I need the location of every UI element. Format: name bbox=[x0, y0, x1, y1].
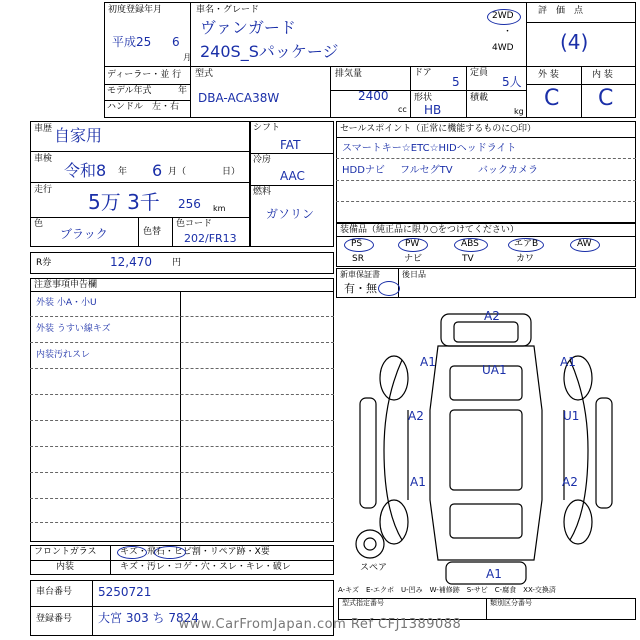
color: ブラック bbox=[60, 227, 108, 241]
fuel: ガソリン bbox=[266, 207, 315, 221]
recycle-value: 12,470 bbox=[110, 255, 152, 269]
handle-label: ハンドル 左・右 bbox=[107, 102, 180, 112]
score-value: (4) bbox=[560, 30, 589, 54]
dmg-front: A2 bbox=[484, 309, 500, 323]
dmg-roof: UA1 bbox=[482, 363, 507, 377]
door-label: ドア bbox=[414, 68, 432, 78]
note-line-3: 内装汚れスレ bbox=[36, 350, 91, 360]
glass-chip-circle bbox=[154, 546, 186, 559]
car-name-label: 車名・グレード bbox=[196, 5, 260, 15]
sales-title: セールスポイント（正常に機能するものに○印） bbox=[340, 124, 537, 134]
kg-unit: kg bbox=[514, 107, 524, 116]
glass-scratch-circle bbox=[117, 546, 147, 559]
usage-label: 車歴 bbox=[34, 124, 53, 134]
color-label: 色 bbox=[34, 219, 44, 229]
first-reg-era: 平成25 bbox=[112, 35, 152, 49]
dmg-right-front: A1 bbox=[560, 355, 576, 369]
colorcode-label: 色コード bbox=[176, 219, 213, 229]
paint-label: 色替 bbox=[143, 227, 162, 237]
inspection-year: 令和8 bbox=[64, 161, 107, 180]
chassis-number: 5250721 bbox=[98, 585, 152, 599]
equip-sr: SR bbox=[352, 254, 364, 264]
mileage-sub: 256 bbox=[178, 197, 201, 211]
warranty-value: 有・無 bbox=[344, 282, 377, 295]
model-year-label: モデル年式 bbox=[107, 86, 152, 96]
equip-airbag: エアB bbox=[514, 239, 539, 249]
exterior-label: 外 装 bbox=[538, 70, 559, 80]
mileage-main: 5万 3千 bbox=[88, 190, 160, 214]
model-year-unit: 年 bbox=[178, 86, 188, 96]
equip-ps: PS bbox=[351, 239, 363, 249]
shape: HB bbox=[424, 103, 442, 117]
mileage-label: 走行 bbox=[34, 185, 53, 195]
inspection-month-unit: 月（ bbox=[168, 167, 187, 177]
drive-dot: ・ bbox=[503, 27, 513, 37]
inspection-label: 車検 bbox=[34, 154, 53, 164]
first-reg-month: 6 bbox=[172, 35, 180, 49]
sales-line2-b: フルセグTV bbox=[400, 165, 453, 176]
dmg-right-rear: A2 bbox=[562, 475, 578, 489]
interior-grade: C bbox=[598, 86, 614, 111]
doors: 5 bbox=[452, 75, 460, 89]
foot-class-number: 類別区分番号 bbox=[490, 599, 532, 607]
dmg-left-door: A2 bbox=[408, 409, 424, 423]
watermark: www.CarFromJapan.com Ref CFJ1389088 bbox=[178, 617, 462, 632]
drive-2wd: 2WD bbox=[492, 11, 514, 21]
shift-label: シフト bbox=[253, 123, 281, 133]
warranty-new-label: 新車保証書 bbox=[340, 270, 380, 279]
front-glass-values: キズ・飛石・ヒビ割・リペア跡・X要 bbox=[120, 547, 270, 557]
sales-line2-a: HDDナビ bbox=[342, 165, 385, 176]
car-name: ヴァンガード bbox=[200, 18, 296, 37]
foot-model-designation: 型式指定番号 bbox=[342, 599, 384, 607]
drive-4wd: 4WD bbox=[492, 43, 514, 53]
car-damage-diagram bbox=[336, 300, 636, 600]
reg-label: 登録番号 bbox=[36, 614, 73, 624]
shift: FAT bbox=[280, 138, 301, 152]
equip-tv: TV bbox=[462, 254, 474, 264]
front-glass-label: フロントガラス bbox=[34, 547, 97, 557]
chassis-label: 車台番号 bbox=[36, 587, 73, 597]
equip-aw: AW bbox=[577, 239, 592, 249]
exterior-grade: C bbox=[544, 86, 560, 111]
dealer-label: ディーラー・並 行 bbox=[107, 70, 182, 80]
equip-pw: PW bbox=[405, 239, 420, 249]
interior-label: 内 装 bbox=[592, 70, 613, 80]
ac-label: 冷房 bbox=[253, 155, 272, 165]
month-unit: 月 bbox=[183, 53, 191, 62]
capacity: 5人 bbox=[502, 75, 522, 89]
dmg-left-front: A1 bbox=[420, 355, 436, 369]
ac: AAC bbox=[280, 169, 305, 183]
yen-unit: 円 bbox=[172, 258, 182, 268]
type-label: 型式 bbox=[195, 69, 214, 79]
equip-abs: ABS bbox=[461, 239, 479, 249]
damage-legend: A-キズ E-エクボ U-凹み W-補修跡 S-サビ C-腐食 XX-交換済 bbox=[338, 586, 556, 594]
inspection-month: 6 bbox=[152, 161, 163, 180]
warranty-used-label: 後日品 bbox=[402, 270, 426, 279]
note-line-1: 外装 小A・小U bbox=[36, 298, 97, 308]
equip-leather: カワ bbox=[516, 254, 535, 264]
recycle-label: R券 bbox=[36, 258, 52, 268]
warranty-none-circle bbox=[378, 281, 400, 296]
dmg-right-door: U1 bbox=[563, 409, 580, 423]
inspection-day-unit: 日） bbox=[222, 167, 241, 177]
fuel-label: 燃料 bbox=[253, 187, 272, 197]
cc-unit: cc bbox=[398, 105, 407, 114]
spare-label: スペア bbox=[360, 563, 388, 573]
loadcap-label: 積載 bbox=[470, 93, 489, 103]
dmg-left-rear: A1 bbox=[410, 475, 426, 489]
interior-cond-label: 内装 bbox=[56, 562, 75, 572]
notes-title: 注意事項申告欄 bbox=[34, 280, 98, 290]
colorcode: 202/FR13 bbox=[184, 232, 237, 245]
recycle-box bbox=[30, 252, 334, 274]
usage: 自家用 bbox=[54, 126, 103, 145]
first-reg-label: 初度登録年月 bbox=[108, 5, 163, 15]
inspection-year-unit: 年 bbox=[118, 167, 128, 177]
equipment-title: 装備品（純正品に限り○をつけてください） bbox=[340, 225, 519, 235]
score-label: 評 価 点 bbox=[538, 6, 584, 16]
sales-line1: スマートキー☆ETC☆HIDヘッドライト bbox=[342, 143, 517, 154]
model-code: DBA-ACA38W bbox=[198, 91, 280, 105]
equip-navi: ナビ bbox=[404, 254, 423, 264]
car-grade: 240S_Sパッケージ bbox=[200, 42, 339, 61]
interior-cond-values: キズ・汚レ・コゲ・穴・スレ・キレ・破レ bbox=[120, 562, 291, 572]
note-line-2: 外装 うすい線キズ bbox=[36, 324, 111, 334]
reg-number: 大宮 303 ち 7824 bbox=[98, 611, 199, 625]
capacity-label: 定員 bbox=[470, 68, 489, 78]
km-unit: km bbox=[213, 204, 226, 213]
shape-label: 形状 bbox=[414, 93, 433, 103]
sales-line2-c: バックカメラ bbox=[478, 165, 538, 176]
dmg-rear: A1 bbox=[486, 567, 502, 581]
notes-box bbox=[30, 278, 334, 542]
displacement: 2400 bbox=[358, 89, 389, 103]
displacement-label: 排気量 bbox=[335, 69, 363, 79]
